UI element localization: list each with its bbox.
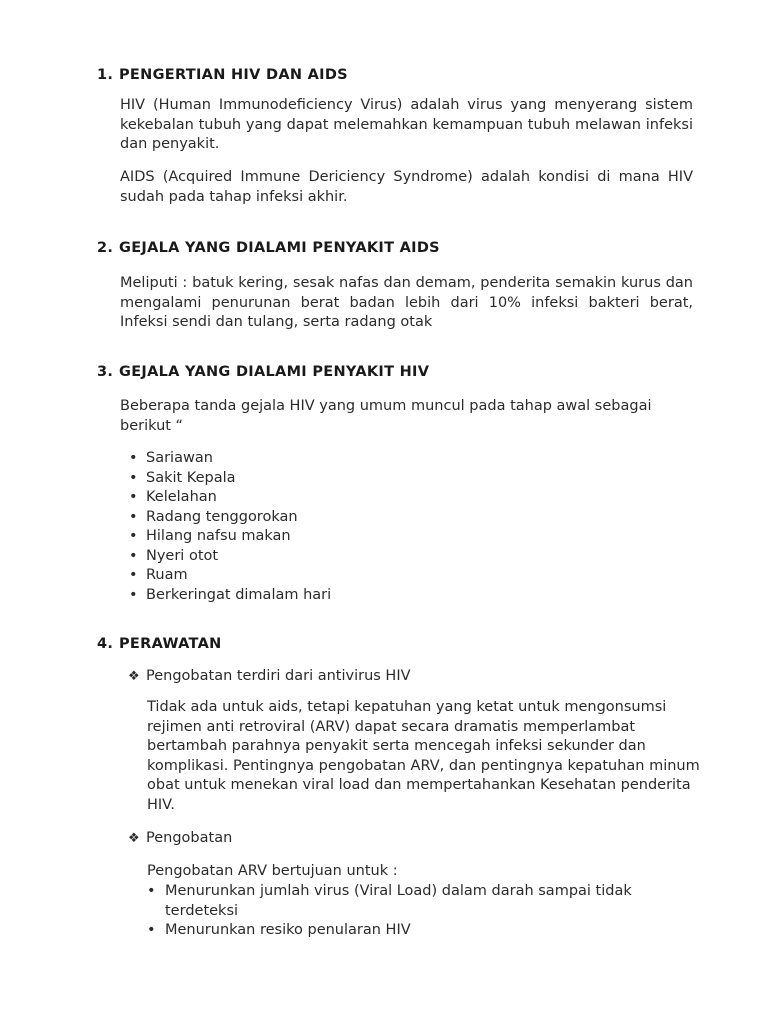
list-item: • Hilang nafsu makan <box>120 527 331 547</box>
section-number: 1. <box>97 67 114 83</box>
section-2-heading <box>97 240 440 256</box>
list-item: • Radang tenggorokan <box>120 508 331 528</box>
bullet-icon: • <box>129 547 138 564</box>
list-item: • Sariawan <box>120 449 331 469</box>
diamond-bullet-icon: ❖ <box>128 669 140 684</box>
list-item: • Menurunkan jumlah virus (Viral Load) dalam darah sampai tidak terdeteksi <box>147 883 632 919</box>
treatment-item-1-label: ❖ Pengobatan terdiri dari antivirus HIV <box>128 667 411 687</box>
bullet-icon: • <box>129 508 138 525</box>
bullet-icon: • <box>147 883 156 899</box>
section-1-paragraph-1: HIV (Human Immunodeficiency Virus) adalah virus yang menyerang sistem kekebalan tubuh yang dapat melemahkan kemampuan tubuh melawan infeksi dan penyakit. <box>120 97 693 152</box>
treatment-item-2-label: ❖ Pengobatan <box>128 829 232 849</box>
list-item: • Sakit Kepala <box>120 469 331 489</box>
bullet-icon: • <box>129 586 138 603</box>
section-title: PERAWATAN <box>119 636 222 652</box>
section-number: 3. <box>97 364 114 380</box>
bullet-icon: • <box>147 922 156 938</box>
section-3-paragraph-1: Beberapa tanda gejala HIV yang umum muncul pada tahap awal sebagai berikut “ <box>120 398 652 434</box>
bullet-icon: • <box>129 469 138 486</box>
bullet-icon: • <box>129 489 138 505</box>
bullet-icon: • <box>129 450 138 466</box>
section-title: GEJALA YANG DIALAMI PENYAKIT HIV <box>119 364 430 380</box>
section-3-heading <box>97 364 429 380</box>
section-1-paragraph-2: AIDS (Acquired Immune Dericiency Syndrome) adalah kondisi di mana HIV sudah pada tahap infeksi akhir. <box>120 169 693 205</box>
list-item: • Kelelahan <box>120 488 331 508</box>
bullet-icon: • <box>129 528 138 544</box>
list-item: • Berkeringat dimalam hari <box>120 586 331 606</box>
treatment-item-1-text: Tidak ada untuk aids, tetapi kepatuhan yang ketat untuk mengonsumsi rejimen anti retroviral (ARV) dapat secara dramatis memperlambat bertambah parahnya penyakit serta mencegah infeksi sekunder dan komplikasi. Pentingnya pengobatan ARV, dan pentingnya kepatuhan minum obat untuk menekan viral load dan mempertahankan Kesehatan penderita HIV. <box>147 699 700 813</box>
symptom-list <box>120 449 331 605</box>
list-item: • Nyeri otot <box>120 547 331 567</box>
section-4-heading <box>97 636 222 652</box>
treatment-goal-list <box>147 882 687 941</box>
diamond-bullet-icon: ❖ <box>128 831 140 846</box>
section-1-heading <box>97 67 348 83</box>
section-number: 4. <box>97 636 114 652</box>
treatment-item-2-text: Pengobatan ARV bertujuan untuk : <box>147 863 398 879</box>
bullet-icon: • <box>129 567 138 583</box>
section-title: PENGERTIAN HIV DAN AIDS <box>119 67 348 83</box>
section-title: GEJALA YANG DIALAMI PENYAKIT AIDS <box>119 240 440 256</box>
section-number: 2. <box>97 240 114 256</box>
list-item: • Ruam <box>120 566 331 586</box>
section-2-paragraph-1: Meliputi : batuk kering, sesak nafas dan demam, penderita semakin kurus dan mengalami penurunan berat badan lebih dari 10% infeksi bakteri berat, Infeksi sendi dan tulang, serta radang otak <box>120 275 693 330</box>
list-item: • Menurunkan resiko penularan HIV <box>147 921 687 941</box>
